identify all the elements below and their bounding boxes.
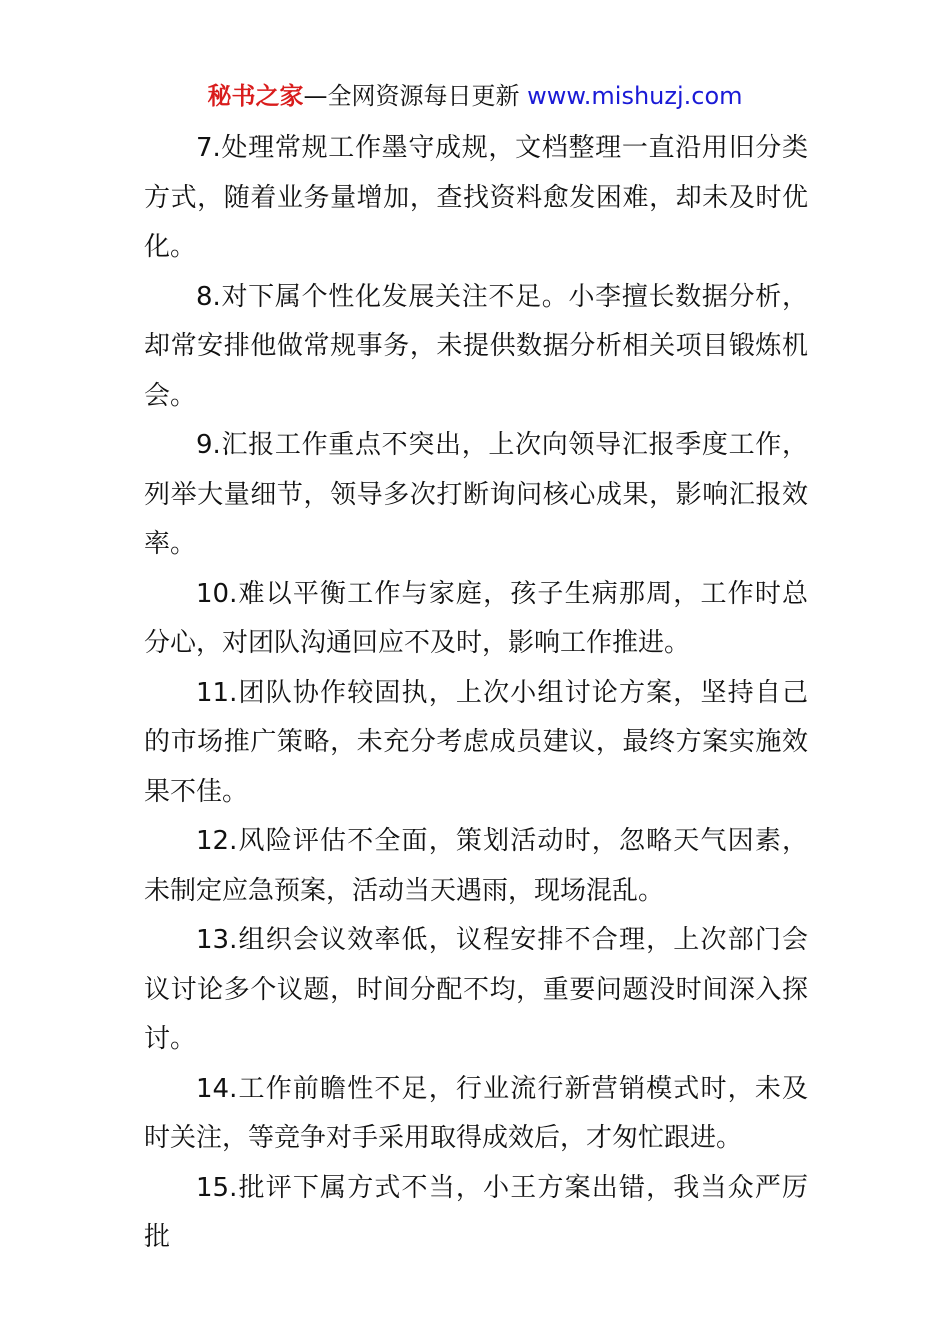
paragraph-12: 12.风险评估不全面，策划活动时，忽略天气因素，未制定应急预案，活动当天遇雨，现场混乱。: [144, 826, 808, 906]
header-tagline: —全网资源每日更新: [303, 82, 520, 110]
paragraph-13: 13.组织会议效率低，议程安排不合理，上次部门会议讨论多个议题，时间分配不均，重要问题没时间深入探讨。: [144, 925, 808, 1054]
brand-name: 秘书之家: [207, 82, 304, 110]
document-body: [144, 124, 808, 1263]
paragraph-10: 10.难以平衡工作与家庭，孩子生病那周，工作时总分心，对团队沟通回应不及时，影响工作推进。: [144, 578, 808, 658]
paragraph-7: 7.处理常规工作墨守成规，文档整理一直沿用旧分类方式，随着业务量增加，查找资料愈发困难，却未及时优化。: [144, 133, 808, 262]
paragraph-9: 9.汇报工作重点不突出，上次向领导汇报季度工作，列举大量细节，领导多次打断询问核心成果，影响汇报效率。: [144, 430, 808, 559]
paragraph-15: 15.批评下属方式不当，小王方案出错，我当众严厉批: [144, 1172, 808, 1252]
paragraph-14: 14.工作前瞻性不足，行业流行新营销模式时，未及时关注，等竞争对手采用取得成效后，才匆忙跟进。: [144, 1073, 808, 1153]
paragraph-8: 8.对下属个性化发展关注不足。小李擅长数据分析，却常安排他做常规事务，未提供数据分析相关项目锻炼机会。: [144, 281, 808, 411]
site-header: [0, 80, 950, 112]
paragraph-11: 11.团队协作较固执，上次小组讨论方案，坚持自己的市场推广策略，未充分考虑成员建议，最终方案实施效果不佳。: [144, 677, 808, 807]
site-url[interactable]: www.mishuzj.com: [527, 82, 743, 110]
